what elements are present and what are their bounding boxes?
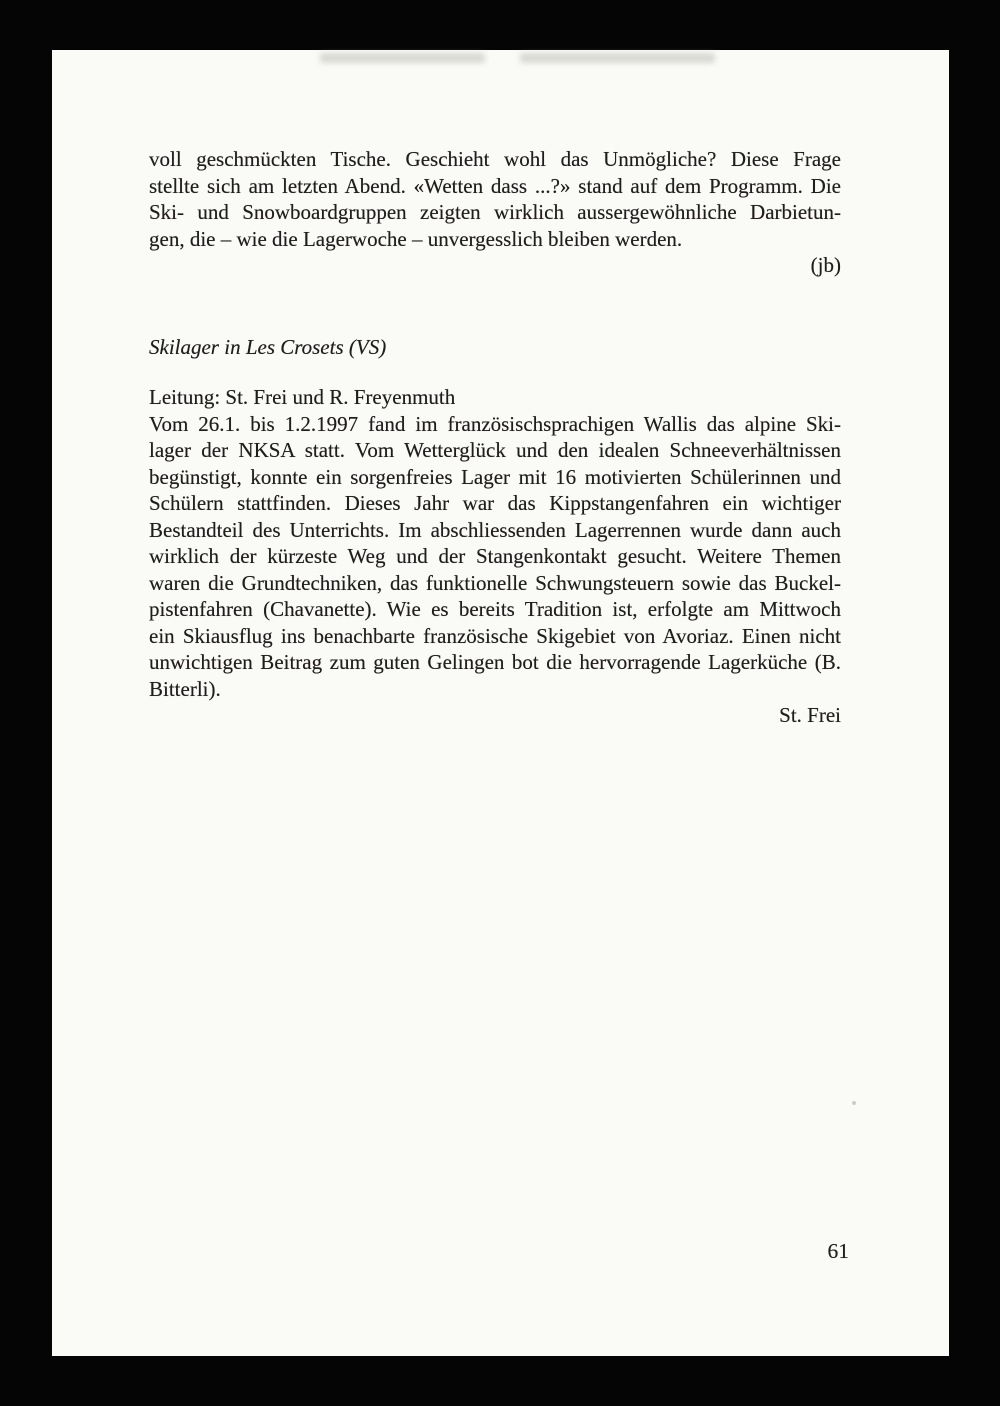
paragraph-byline: (jb) bbox=[810, 253, 841, 277]
text-line: Vom 26.1. bis 1.2.1997 fand im französischsprachigen Wallis das alpine Ski- bbox=[149, 411, 841, 436]
text-line: ein Skiausflug ins benachbarte französische Skigebiet von Avoriaz. Einen nicht bbox=[149, 623, 841, 648]
text-line: begünstigt, konnte ein sorgenfreies Lager mit 16 motivierten Schülerinnen und bbox=[149, 464, 841, 489]
text-line: Schülern stattfinden. Dieses Jahr war das Kippstangenfahren ein wichtiger bbox=[149, 491, 841, 515]
scan-speck bbox=[852, 1101, 856, 1105]
continuation-paragraph bbox=[149, 146, 841, 252]
text-line: Ski- und Snowboardgruppen zeigten wirklich aussergewöhnliche Darbietun- bbox=[149, 200, 841, 224]
text-line: waren die Grundtechniken, das funktionelle Schwungsteuern sowie das Buckel- bbox=[149, 570, 841, 595]
page-number: 61 bbox=[827, 1239, 849, 1263]
text-line: gen, die – wie die Lagerwoche – unvergesslich bleiben werden. bbox=[149, 226, 683, 251]
text-line: unwichtigen Beitrag zum guten Gelingen bot die hervorragende Lagerküche (B. bbox=[149, 650, 841, 674]
text-line: wirklich der kürzeste Weg und der Stangenkontakt gesucht. Weitere Themen bbox=[149, 544, 841, 568]
text-line: voll geschmückten Tische. Geschieht wohl das Unmögliche? Diese Frage bbox=[149, 147, 841, 171]
ghost-text-smudge bbox=[320, 53, 485, 63]
section-body-paragraph bbox=[149, 411, 841, 703]
text-line: Bitterli). bbox=[149, 676, 221, 701]
section-byline: St. Frei bbox=[779, 703, 841, 727]
ghost-text-smudge bbox=[520, 53, 715, 63]
camp-leadership-line: Leitung: St. Frei und R. Freyenmuth bbox=[149, 385, 456, 409]
text-line: stellte sich am letzten Abend. «Wetten dass ...?» stand auf dem Programm. Die bbox=[149, 173, 841, 198]
text-line: Bestandteil des Unterrichts. Im abschliessenden Lagerrennen wurde dann auch bbox=[149, 517, 841, 542]
section-heading: Skilager in Les Crosets (VS) bbox=[149, 335, 387, 359]
text-line: lager der NKSA statt. Vom Wetterglück und den idealen Schneeverhältnissen bbox=[149, 438, 841, 462]
text-line: pistenfahren (Chavanette). Wie es bereits Tradition ist, erfolgte am Mittwoch bbox=[149, 597, 841, 621]
document-page bbox=[52, 50, 949, 1356]
